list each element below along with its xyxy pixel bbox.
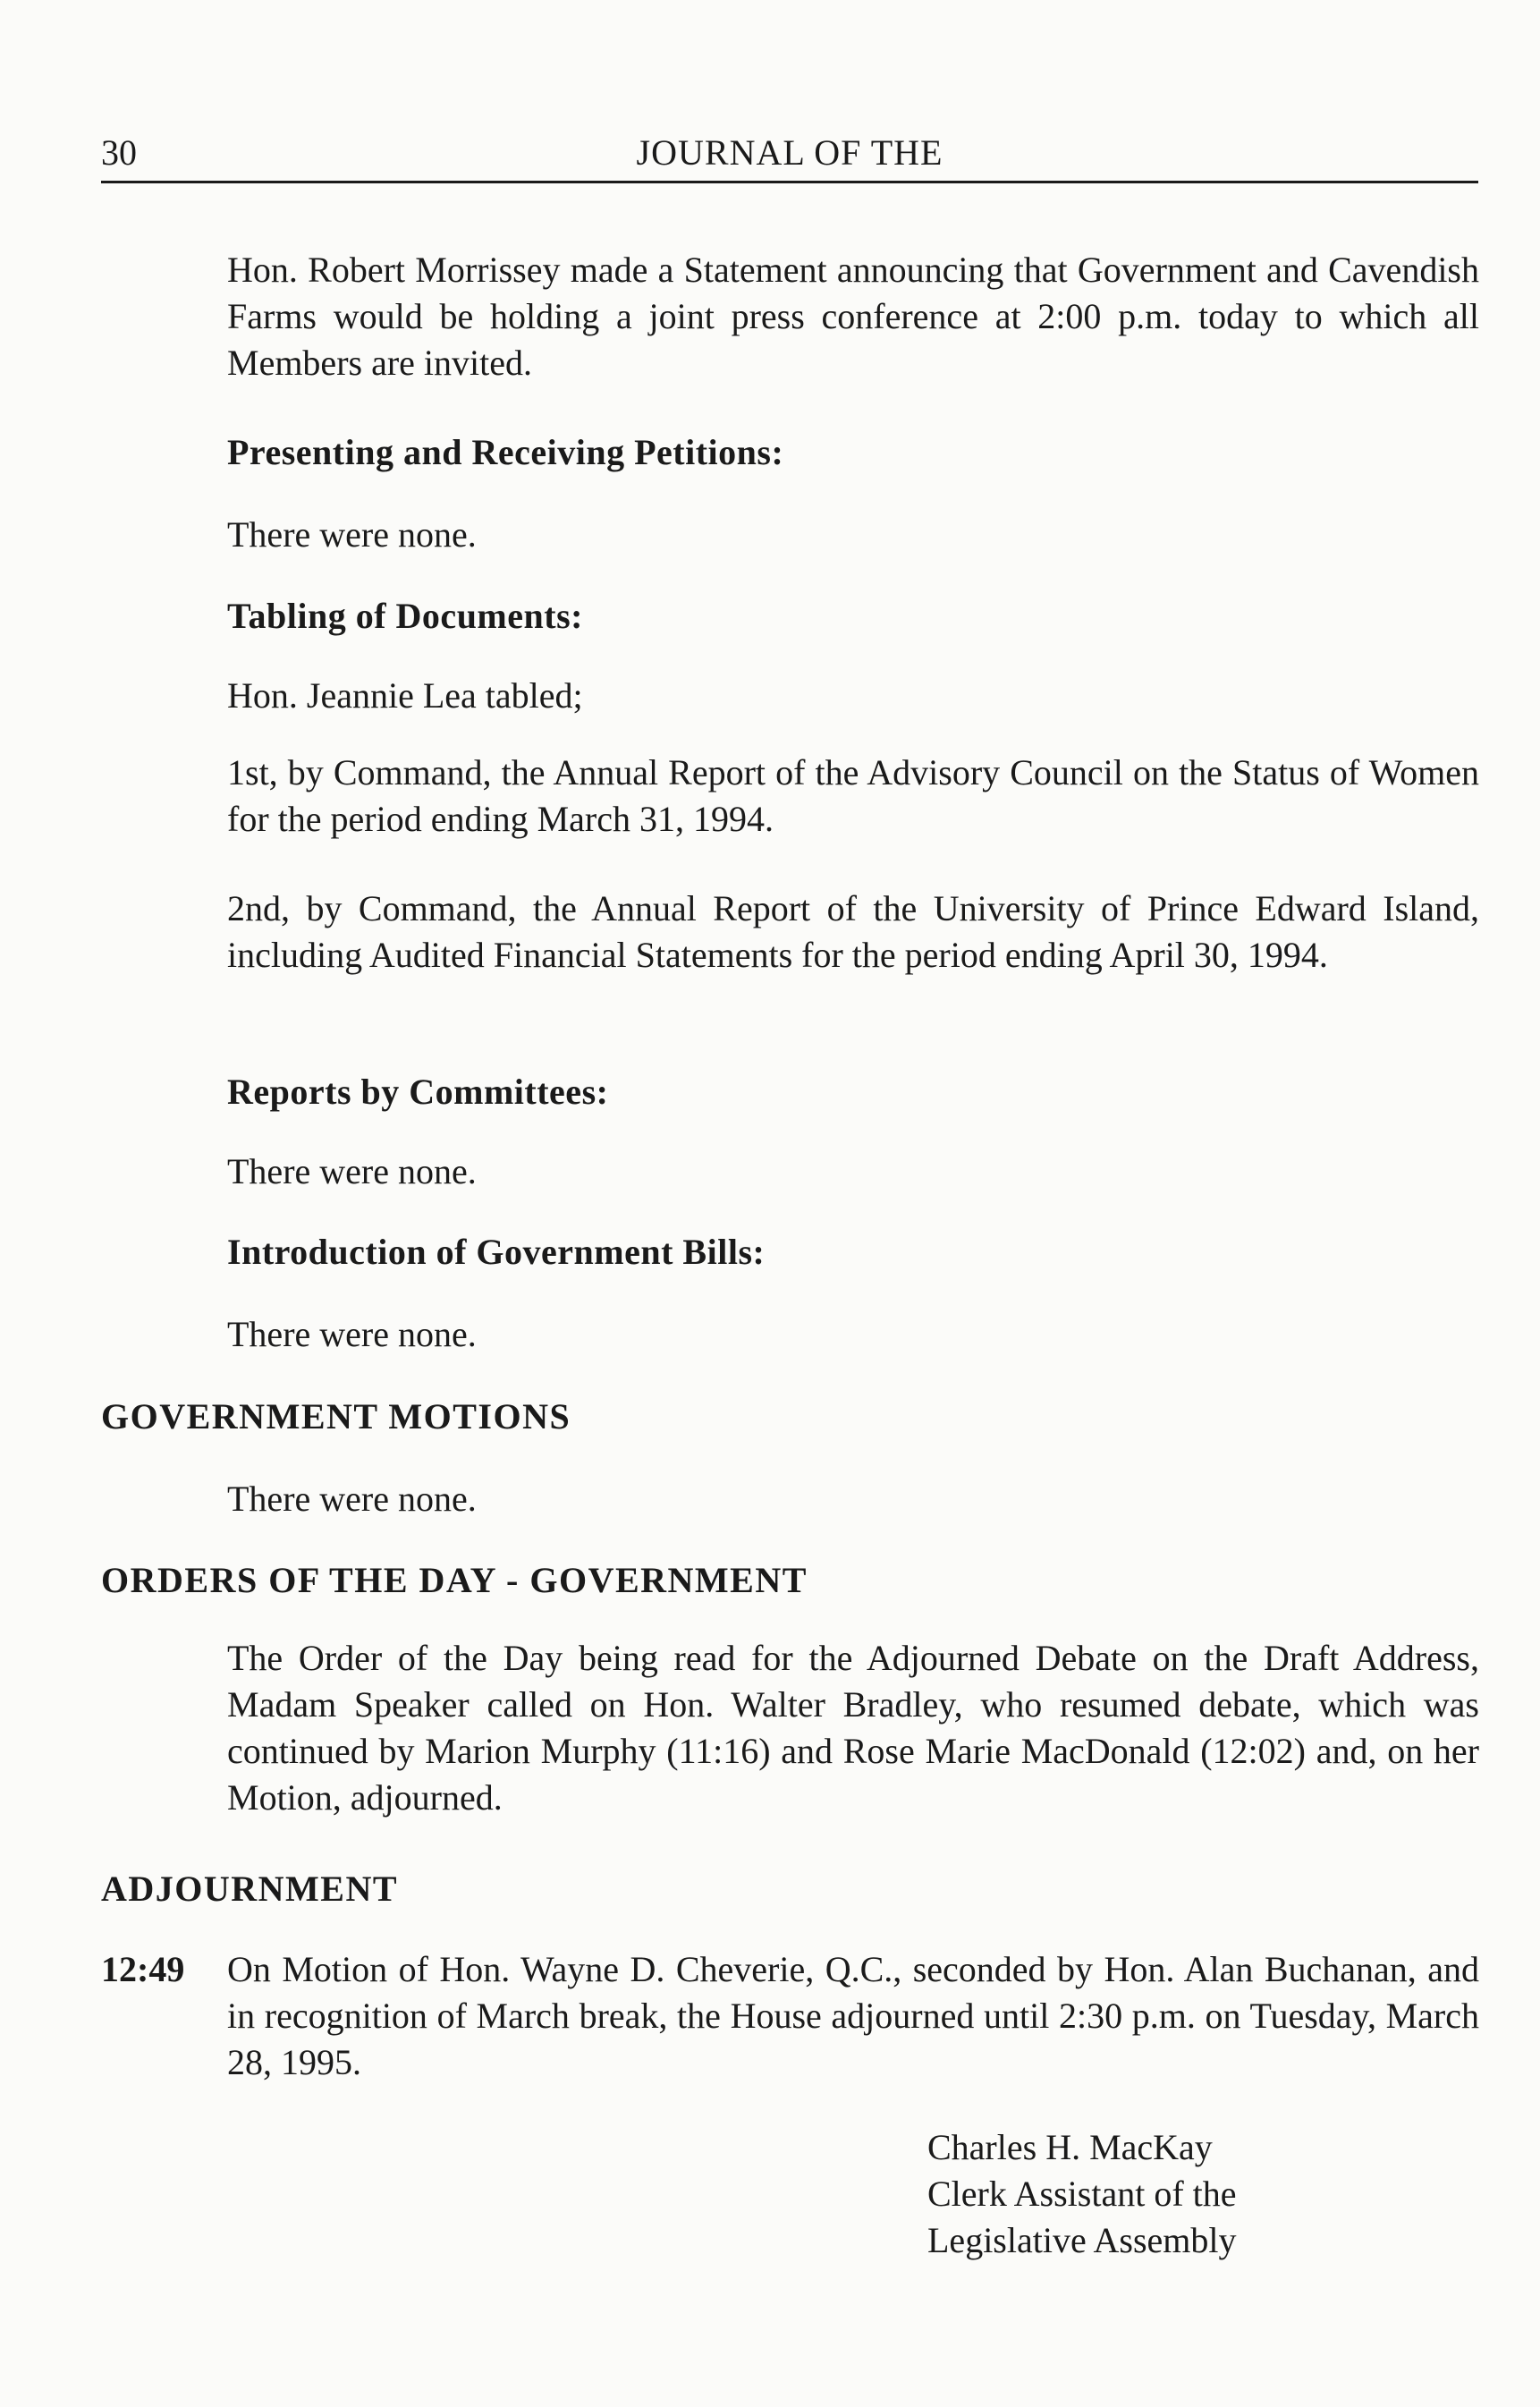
journal-title: JOURNAL OF THE xyxy=(636,132,943,173)
statement-paragraph: Hon. Robert Morrissey made a Statement announcing that Government and Cavendish Farms would be holding a joint press conference at 2:00 p.m. today to which all Members are invited. xyxy=(227,250,1479,383)
tabling-item-2: 2nd, by Command, the Annual Report of the University of Prince Edward Island, including Audited Financial Statements for the period ending April 30, 1994. xyxy=(227,888,1479,975)
orders-heading: ORDERS OF THE DAY - GOVERNMENT xyxy=(101,1560,808,1600)
committees-text: There were none. xyxy=(227,1151,477,1191)
adjournment-heading: ADJOURNMENT xyxy=(101,1869,399,1909)
adjournment-text: On Motion of Hon. Wayne D. Cheverie, Q.C., seconded by Hon. Alan Buchanan, and in recognition of March break, the House adjourned until 2:30 p.m. on Tuesday, March 28, 1995. xyxy=(227,1949,1479,2082)
page-number: 30 xyxy=(101,132,137,173)
gov-motions-text: There were none. xyxy=(227,1479,477,1519)
signature-title-line-2: Legislative Assembly xyxy=(927,2220,1237,2260)
orders-text: The Order of the Day being read for the Adjourned Debate on the Draft Address, Madam Speaker called on Hon. Walter Bradley, who resumed debate, which was continued by Marion Murphy (11:16) and Rose Marie MacDonald (12:02) and, on her Motion, adjourned. xyxy=(227,1638,1479,1818)
tabling-intro: Hon. Jeannie Lea tabled; xyxy=(227,675,583,716)
page-header xyxy=(101,127,1478,183)
tabling-heading: Tabling of Documents: xyxy=(227,596,583,636)
petitions-heading: Presenting and Receiving Petitions: xyxy=(227,432,784,472)
gov-bills-text: There were none. xyxy=(227,1314,477,1354)
petitions-text: There were none. xyxy=(227,514,477,555)
tabling-item-1: 1st, by Command, the Annual Report of the Advisory Council on the Status of Women for the period ending March 31, 1994. xyxy=(227,752,1479,839)
gov-bills-heading: Introduction of Government Bills: xyxy=(227,1232,766,1272)
gov-motions-heading: GOVERNMENT MOTIONS xyxy=(101,1396,571,1437)
committees-heading: Reports by Committees: xyxy=(227,1072,609,1112)
signature-title-line-1: Clerk Assistant of the xyxy=(927,2174,1237,2214)
signature-name: Charles H. MacKay xyxy=(927,2127,1213,2167)
adjournment-time: 12:49 xyxy=(101,1949,185,1989)
